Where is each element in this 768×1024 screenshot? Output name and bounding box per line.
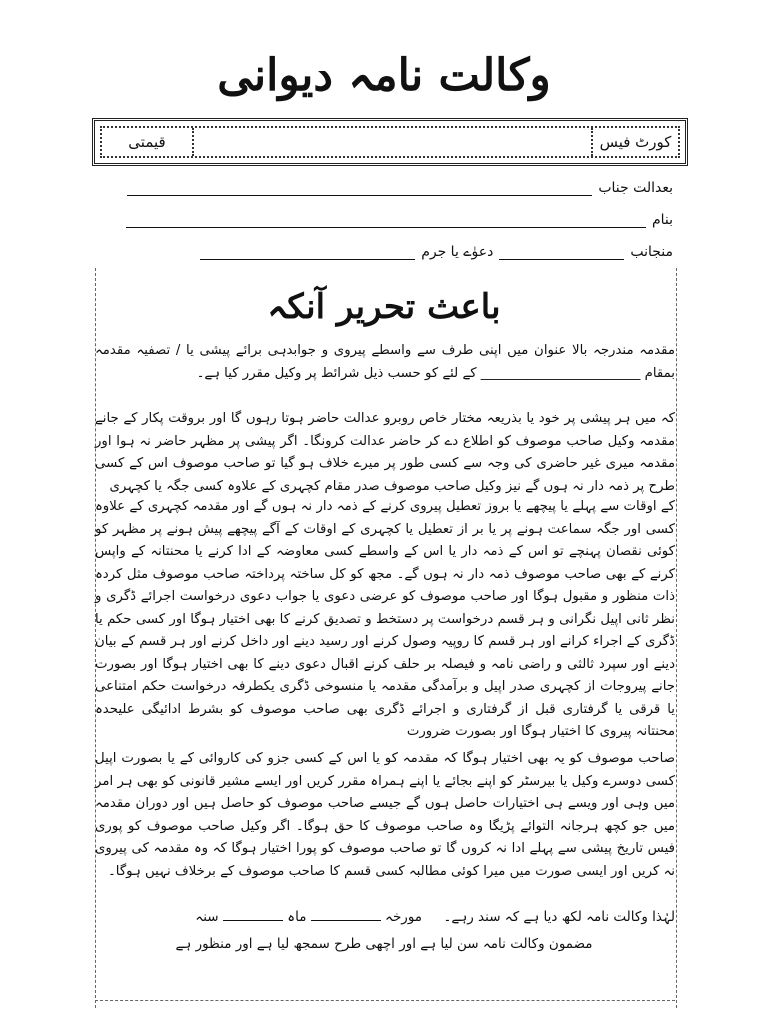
bottom-border [95,1000,675,1001]
paragraph-authority: کے اوقات سے پہلے یا پیچھے یا بروز تعطیل پیروی کرنے کے ذمہ دار نہ ہوں گے اور مقدمہ کچہری کے علاوہ کسی اور جگہ سماعت ہونے پر یا بر از تعطیل یا کچہری کے اوقات کے آگے پیچھے پیش ہونے پر مظہر کو کوئی نقصان پہنچے تو اس کے ذمہ دار یا اس کے واسطے کسی معاوضہ کے ادا کرنے یا محنتانہ کے واپس کرنے کے بھی صاحب موصوف ذمہ دار نہ ہوں گے۔ مجھ کو کل ساختہ پرداختہ صاحب موصوف مثل کردہ ذات منظور و مقبول ہوگا اور صاحب موصوف کو عرضی دعوی یا جواب دعوی درخواست اجرائے ڈگری و نظر ثانی اپیل نگرانی و ہر قسم درخواست پر دستخط و تصدیق کرنے کا بھی اختیار ہوگا اور کسی حکم یا ڈگری کے اجراء کرانے اور ہر قسم کا روپیہ وصول کرنے اور رسید دینے اور داخل کرنے اور ہر قسم کے بیان دینے اور سپرد ثالثی و راضی نامہ و فیصلہ بر حلف کرنے اقبال دعوی دینے کا بھی اختیار ہوگا اور بصورت جانے پیروجات از کچہری صدر اپیل و برآمدگی مقدمہ یا منسوخی ڈگری یکطرفہ درخواست حکم امتناعی یا قرقی یا گرفتاری قبل از گرفتاری و اجرائے ڈگری بھی صاحب موصوف کو بشرط ادائیگی علیحدہ محنتانہ پیروی کا اختیار ہوگا اور بصورت ضرورت [95,499,675,739]
court-line [121,180,673,196]
month-label: ماہ [287,909,307,925]
date-label: مورخہ [385,909,423,925]
value-label: قیمتی [128,133,166,151]
court-fee-blank[interactable] [192,128,591,156]
versus-blank[interactable] [126,213,646,228]
court-label: بعدالت جناب [598,180,673,196]
claim-label: دعوٰے یا جرم [421,244,494,260]
paragraph-delegation: صاحب موصوف کو یہ بھی اختیار ہوگا کہ مقدمہ کو یا اس کے کسی جزو کی کاروائی کے یا بصورت اپیل کسی دوسرے وکیل یا بیرسٹر کو اپنے بجائے یا اپنے ہمراہ مقرر کریں اور ایسے مشیر قانونی کو بھی ہر امر میں وہی اور ویسے ہی اختیارات حاصل ہوں گے جیسے صاحب موصوف کو حاصل ہیں اور دوران مقدمہ میں جو کچھ ہرجانہ التوائے پڑیگا وہ صاحب موصوف کا حق ہوگا۔ اگر وکیل صاحب موصوف کو پوری فیس تاریخ پیشی سے پہلے ادا نہ کروں گا تو صاحب موصوف کو پورا اختیار ہوگا کہ وہ مقدمہ کی پیروی نہ کریں اور ایسی صورت میں میرا کوئی مطالبہ کسی قسم کا صاحب موصوف کے برخلاف نہیں ہوگا۔ [95,751,675,879]
on-behalf-blank[interactable] [499,245,624,260]
acknowledgement: مضمون وکالت نامہ سن لیا ہے اور اچھی طرح سمجھ لیا ہے اور منظور ہے [175,936,593,952]
section-subtitle: باعث تحریر آنکہ [267,287,501,327]
year-label: سنہ [195,909,219,925]
versus-line [120,212,673,228]
paragraph-attendance: کہ میں ہر پیشی پر خود یا بذریعہ مختار خاص روبرو عدالت حاضر ہوتا رہوں گا اور بروقت پکار کے جانے مقدمہ وکیل صاحب موصوف کو اطلاع دے کر حاضر عدالت کرونگا۔ اگر پیشی پر مظہر حاضر نہ ہوا اور مقدمہ میری غیر حاضری کی وجہ سے کسی طور پر میرے خلاف ہو گیا تو صاحب موصوف اس کے کسی طرح پر ذمہ دار نہ ہوں گے نیز وکیل صاحب موصوف صدر مقام کچہری کے علاوہ کسی جگہ یا کچہری [95,411,675,494]
on-behalf-label: منجانب [630,244,673,260]
on-behalf-line [194,244,673,260]
closing-line [95,908,675,925]
versus-label: بنام [651,212,673,228]
court-blank[interactable] [127,181,592,196]
claim-blank[interactable] [200,245,415,260]
paragraph-intro: مقدمہ مندرجہ بالا عنوان میں اپنی طرف سے واسطے پیروی و جوابدہی برائے پیشی یا / تصفیہ مقدمہ بمقام ________________________ کے لئے کو حسب ذیل شرائط پر وکیل مقرر کیا ہے۔ [95,343,675,381]
document-title: وکالت نامہ دیوانی [217,50,551,101]
month-blank[interactable] [223,908,283,921]
court-fee-label: کورٹ فیس [591,128,678,156]
closing-statement: لہٰذا وکالت نامہ لکھ دیا ہے کہ سند رہے۔ [443,909,675,925]
date-blank[interactable] [311,908,381,921]
court-fee-box [92,118,688,166]
